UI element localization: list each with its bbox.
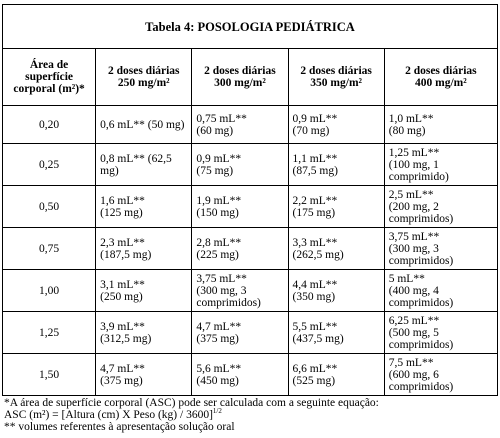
dose-cell xyxy=(288,312,384,354)
dose-line: comprimidos) xyxy=(388,296,454,309)
dosage-document xyxy=(2,4,498,433)
dose-line: (175 mg) xyxy=(292,206,336,219)
area-cell: 0,25 xyxy=(3,144,96,186)
dose-line: (200 mg, 2 xyxy=(388,200,439,213)
dose-line: 1,1 mL** xyxy=(292,152,338,165)
dose-line: 1,6 mL** xyxy=(100,194,145,207)
dose-line: (125 mg) xyxy=(100,206,143,219)
dose-cell xyxy=(384,270,497,312)
header-area-line: corporal (m²)* xyxy=(13,83,85,95)
dose-cell xyxy=(192,144,288,186)
dose-line: (60 mg) xyxy=(196,124,234,137)
dose-line: 2,2 mL** xyxy=(292,194,338,207)
dose-line: comprimidos) xyxy=(388,338,454,351)
area-cell: 0,20 xyxy=(3,106,96,144)
dose-line: 2,5 mL** xyxy=(388,188,434,201)
dose-line: 5,6 mL** xyxy=(196,362,242,375)
table-row xyxy=(3,228,498,270)
dose-line: (225 mg) xyxy=(196,248,239,261)
dose-line: (600 mg, 6 xyxy=(388,368,439,381)
dose-cell xyxy=(384,186,497,228)
dose-line: 3,75 mL** xyxy=(196,272,247,285)
dose-line: 4,4 mL** xyxy=(292,278,338,291)
footnote-asc: *A área de superfície corporal (ASC) pode ser calculada com a seguinte equação: xyxy=(4,397,379,409)
dose-cell xyxy=(288,144,384,186)
table-row xyxy=(3,354,498,396)
table-row xyxy=(3,106,498,144)
dose-cell xyxy=(96,144,192,186)
dose-cell xyxy=(192,312,288,354)
area-cell: 0,75 xyxy=(3,228,96,270)
header-line: 300 mg/m² xyxy=(214,77,266,89)
dose-line: (375 mg) xyxy=(196,332,239,345)
dose-cell xyxy=(96,228,192,270)
dose-cell xyxy=(384,144,497,186)
dose-line: 0,6 mL** (50 mg) xyxy=(100,118,185,131)
area-cell: 1,50 xyxy=(3,354,96,396)
table-row xyxy=(3,312,498,354)
dose-line: 3,9 mL** xyxy=(100,320,145,333)
dose-line: mg) xyxy=(100,164,119,177)
dose-line: 6,25 mL** xyxy=(388,314,440,327)
header-line: 400 mg/m² xyxy=(415,77,467,89)
dose-line: 0,8 mL** (62,5 xyxy=(100,152,172,165)
header-line: 250 mg/m² xyxy=(117,77,170,89)
table-row xyxy=(3,144,498,186)
formula-text: ASC (m²) = [Altura (cm) X Peso (kg) / 3600] xyxy=(4,409,213,421)
dose-cell xyxy=(288,354,384,396)
dose-line: (500 mg, 5 xyxy=(388,326,439,339)
header-line: 2 doses diárias xyxy=(300,65,372,77)
dose-cell xyxy=(384,106,497,144)
header-area xyxy=(3,49,96,106)
table-title: Tabela 4: POSOLOGIA PEDIÁTRICA xyxy=(3,5,498,49)
dose-line: (300 mg, 3 xyxy=(196,284,247,297)
dose-line: 4,7 mL** xyxy=(196,320,242,333)
dose-line: 3,75 mL** xyxy=(388,230,440,243)
dose-line: 2,3 mL** xyxy=(100,236,145,249)
dose-line: (450 mg) xyxy=(196,374,239,387)
header-dose-350 xyxy=(288,49,384,106)
formula-exponent: 1/2 xyxy=(212,407,222,416)
dose-line: comprimidos) xyxy=(388,212,454,225)
dose-line: (75 mg) xyxy=(196,164,234,177)
dose-line: comprimido) xyxy=(388,170,449,183)
dose-line: 3,1 mL** xyxy=(100,278,145,291)
dose-line: (525 mg) xyxy=(292,374,336,387)
dose-cell xyxy=(288,228,384,270)
header-dose-400 xyxy=(384,49,497,106)
dose-cell xyxy=(384,354,497,396)
dose-line: 7,5 mL** xyxy=(388,356,434,369)
dose-line: 1,25 mL** xyxy=(388,146,440,159)
header-area-line: superfície xyxy=(25,71,74,83)
dose-line: (262,5 mg) xyxy=(292,248,344,261)
dose-line: (100 mg, 1 xyxy=(388,158,439,171)
dosage-table xyxy=(2,4,498,396)
dose-cell xyxy=(192,270,288,312)
dose-cell xyxy=(192,186,288,228)
header-line: 2 doses diárias xyxy=(204,65,276,77)
dose-cell xyxy=(96,106,192,144)
dose-line: comprimidos) xyxy=(196,296,261,309)
dose-line: (70 mg) xyxy=(292,124,330,137)
dose-line: (250 mg) xyxy=(100,290,143,303)
dose-line: (150 mg) xyxy=(196,206,239,219)
dose-cell xyxy=(192,106,288,144)
area-cell: 0,50 xyxy=(3,186,96,228)
dose-line: (312,5 mg) xyxy=(100,332,152,345)
footnote-volume: ** volumes referentes à apresentação solução oral xyxy=(4,421,235,433)
dose-cell xyxy=(384,228,497,270)
dose-line: comprimidos) xyxy=(388,254,454,267)
header-dose-250 xyxy=(96,49,192,106)
table-row xyxy=(3,186,498,228)
header-row xyxy=(3,49,498,106)
dose-line: (375 mg) xyxy=(100,374,143,387)
dose-line: comprimidos) xyxy=(388,380,454,393)
header-line: 350 mg/m² xyxy=(310,77,362,89)
dose-line: 0,9 mL** xyxy=(196,152,242,165)
dose-cell xyxy=(288,106,384,144)
dose-cell xyxy=(288,270,384,312)
dose-line: 4,7 mL** xyxy=(100,362,145,375)
dose-line: (300 mg, 3 xyxy=(388,242,439,255)
dose-cell xyxy=(384,312,497,354)
dose-line: 0,75 mL** xyxy=(196,112,247,125)
dose-line: 3,3 mL** xyxy=(292,236,338,249)
dose-line: 6,6 mL** xyxy=(292,362,338,375)
dose-line: 5,5 mL** xyxy=(292,320,338,333)
table-row xyxy=(3,270,498,312)
dose-line: (187,5 mg) xyxy=(100,248,152,261)
dose-cell xyxy=(96,270,192,312)
dose-cell xyxy=(96,186,192,228)
dose-cell xyxy=(288,186,384,228)
dose-line: (400 mg, 4 xyxy=(388,284,439,297)
header-dose-300 xyxy=(192,49,288,106)
dose-line: 1,0 mL** xyxy=(388,112,434,125)
header-line: 2 doses diárias xyxy=(107,65,180,77)
footnote-formula xyxy=(4,409,498,421)
dose-line: 1,9 mL** xyxy=(196,194,242,207)
footnotes xyxy=(4,397,498,433)
header-area-line: Área de xyxy=(29,59,69,71)
dose-cell xyxy=(96,354,192,396)
dose-cell xyxy=(192,354,288,396)
dose-line: (350 mg) xyxy=(292,290,336,303)
dose-line: 0,9 mL** xyxy=(292,112,338,125)
header-line: 2 doses diárias xyxy=(405,65,477,77)
area-cell: 1,00 xyxy=(3,270,96,312)
dose-line: (437,5 mg) xyxy=(292,332,344,345)
dose-cell xyxy=(96,312,192,354)
area-cell: 1,25 xyxy=(3,312,96,354)
dose-line: (80 mg) xyxy=(388,124,426,137)
dose-line: (87,5 mg) xyxy=(292,164,338,177)
dose-cell xyxy=(192,228,288,270)
dose-line: 5 mL** xyxy=(388,272,425,285)
dose-line: 2,8 mL** xyxy=(196,236,242,249)
